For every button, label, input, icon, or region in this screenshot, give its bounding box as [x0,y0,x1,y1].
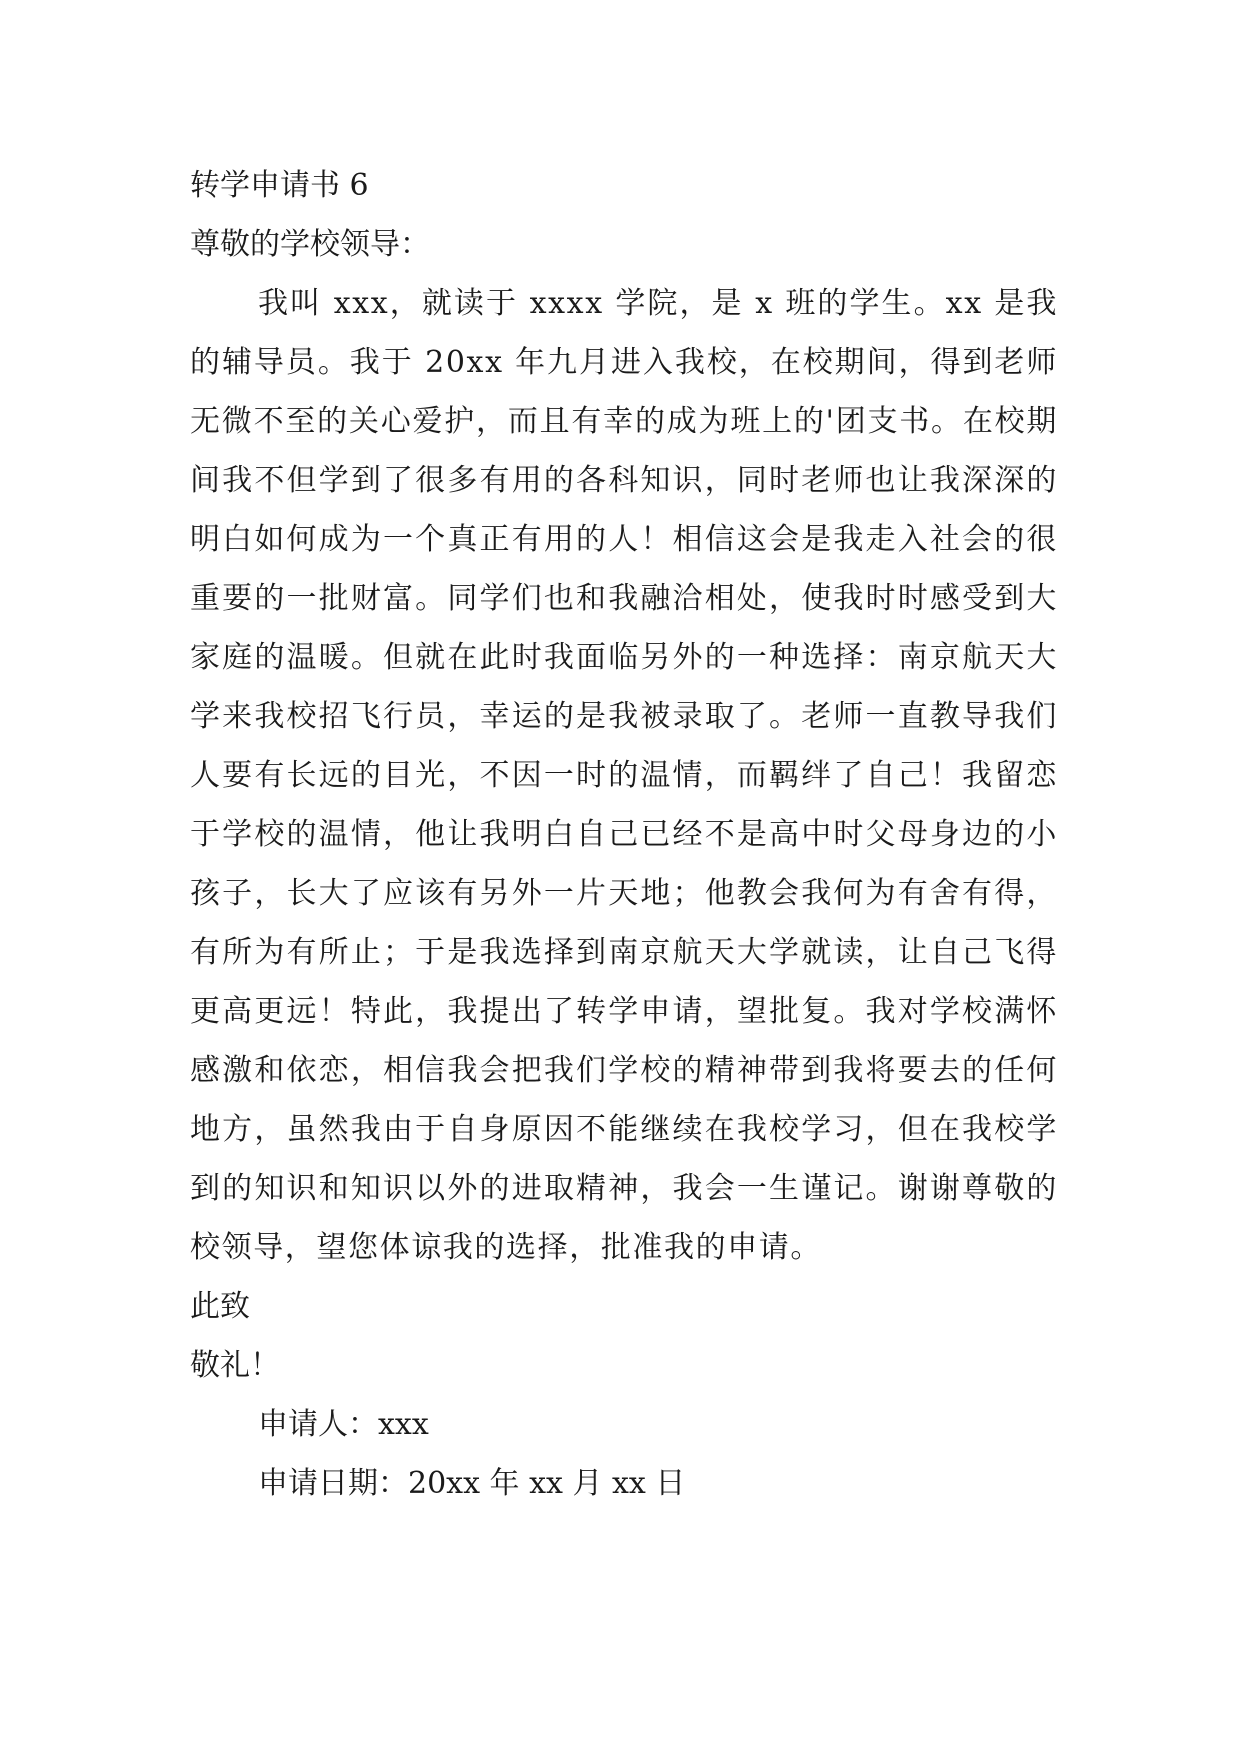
applicant-signature: 申请人：xxx [258,1407,429,1442]
closing-salute: 敬礼！ [190,1348,280,1383]
document-title: 转学申请书 6 [190,168,369,203]
letter-body: 我叫 xxx，就读于 xxxx 学院，是 x 班的学生。xx 是我的辅导员。我于 20xx 年九月进入我校，在校期间，得到老师无微不至的关心爱护，而且有幸的成为班上的'团支书。在校期间我不但学到了很多有用的各科知识，同时老师也让我深深的明白如何成为一个真正有用的人！相信这会是我走入社会的很重要的一批财富。同学们也和我融洽相处，使我时时感受到大家庭的温暖。但就在此时我面临另外的一种选择：南京航天大学来我校招飞行员，幸运的是我被录取了。老师一直教导我们人要有长远的目光，不因一时的温情，而羁绊了自己！我留恋于学校的温情，他让我明白自己已经不是高中时父母身边的小孩子，长大了应该有另外一片天地；他教会我何为有舍有得，有所为有所止；于是我选择到南京航天大学就读，让自己飞得更高更远！特此，我提出了转学申请，望批复。我对学校满怀感激和依恋，相信我会把我们学校的精神带到我将要去的任何地方，虽然我由于自身原因不能继续在我校学习，但在我校学到的知识和知识以外的进取精神，我会一生谨记。谢谢尊敬的校领导，望您体谅我的选择，批准我的申请。 [190,286,1058,1265]
application-date: 申请日期：20xx 年 xx 月 xx 日 [258,1466,686,1501]
salutation: 尊敬的学校领导： [190,227,430,262]
closing-greeting: 此致 [190,1289,250,1324]
letter-content [190,156,1070,1513]
